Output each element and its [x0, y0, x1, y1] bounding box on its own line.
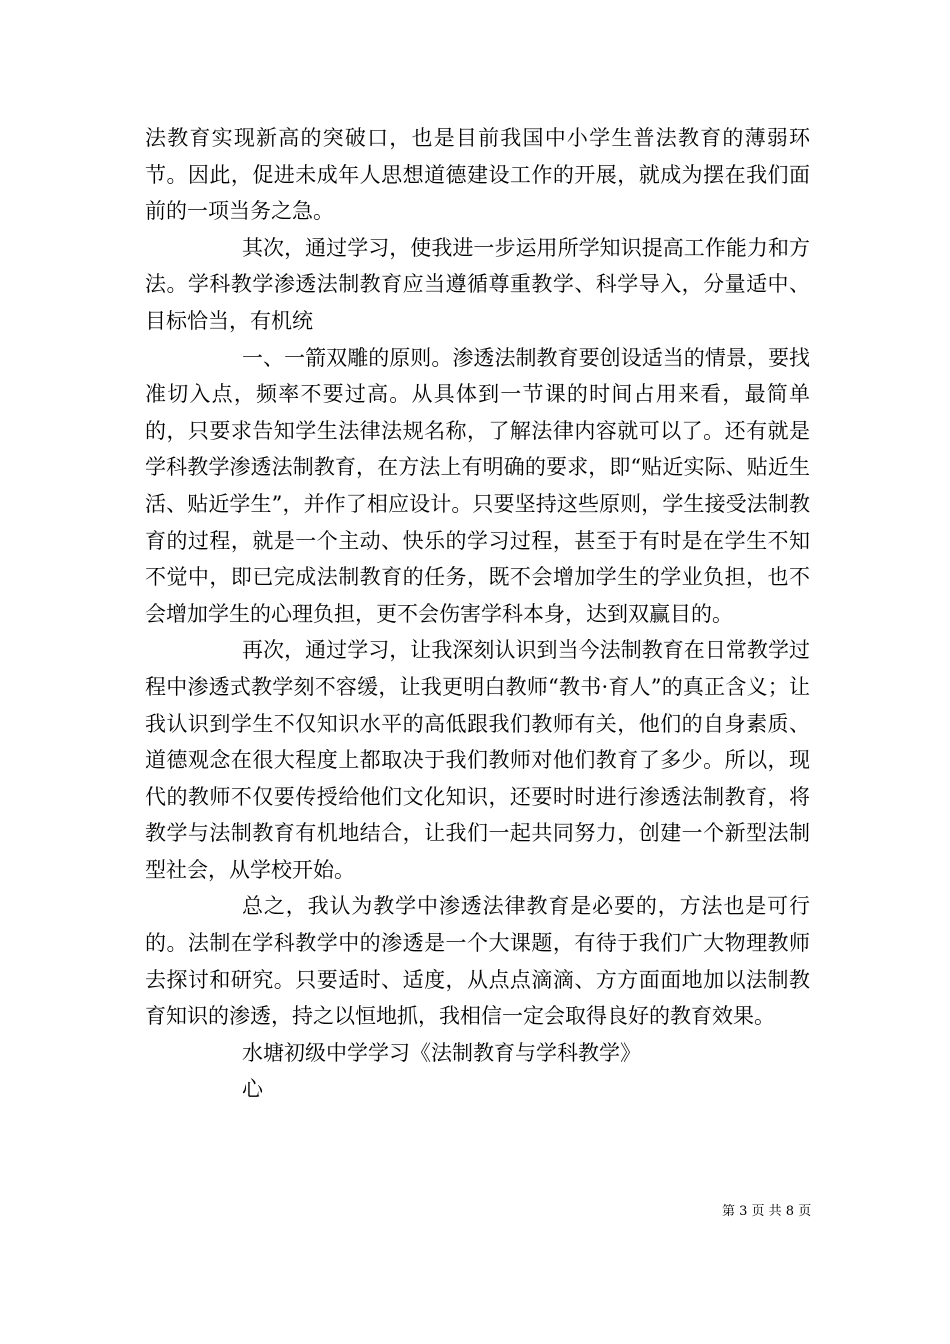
closing-title-line: 水塘初级中学学习《法制教育与学科教学》	[242, 1040, 641, 1065]
paragraph-2: 其次，通过学习，使我进一步运用所学知识提高工作能力和方法。学科教学渗透法制教育应当遵循尊重教学、科学导入，分量适中、目标恰当，有机统	[145, 235, 810, 333]
paragraph-5: 总之，我认为教学中渗透法律教育是必要的，方法也是可行的。法制在学科教学中的渗透是一个大课题，有待于我们广大物理教师去探讨和研究。只要适时、适度，从点点滴滴、方方面面地加以法制教育知识的渗透，持之以恒地抓，我相信一定会取得良好的教育效果。	[145, 894, 810, 1029]
page-number-footer	[722, 1203, 811, 1221]
page-number-label: 第 3 页 共 8 页	[722, 1204, 812, 1219]
paragraph-1: 法教育实现新高的突破口，也是目前我国中小学生普法教育的薄弱环节。因此，促进未成年人思想道德建设工作的开展，就成为摆在我们面前的一项当务之急。	[145, 126, 810, 224]
closing-title-continuation: 心	[242, 1077, 263, 1102]
document-body	[145, 120, 810, 1108]
paragraph-3: 一、一箭双雕的原则。渗透法制教育要创设适当的情景，要找准切入点，频率不要过高。从具体到一节课的时间占用来看，最简单的，只要求告知学生法律法规名称，了解法律内容就可以了。还有就是学科教学渗透法制教育，在方法上有明确的要求，即“贴近实际、贴近生活、贴近学生”，并作了相应设计。只要坚持这些原则，学生接受法制教育的过程，就是一个主动、快乐的学习过程，甚至于有时是在学生不知不觉中，即已完成法制教育的任务，既不会增加学生的学业负担，也不会增加学生的心理负担，更不会伤害学科本身，达到双赢目的。	[145, 345, 810, 626]
paragraph-4: 再次，通过学习，让我深刻认识到当今法制教育在日常教学过程中渗透式教学刻不容缓，让我更明白教师“教书·育人”的真正含义；让我认识到学生不仅知识水平的高低跟我们教师有关，他们的自身素质、道德观念在很大程度上都取决于我们教师对他们教育了多少。所以，现代的教师不仅要传授给他们文化知识，还要时时进行渗透法制教育，将教学与法制教育有机地结合，让我们一起共同努力，创建一个新型法制型社会，从学校开始。	[145, 638, 810, 882]
